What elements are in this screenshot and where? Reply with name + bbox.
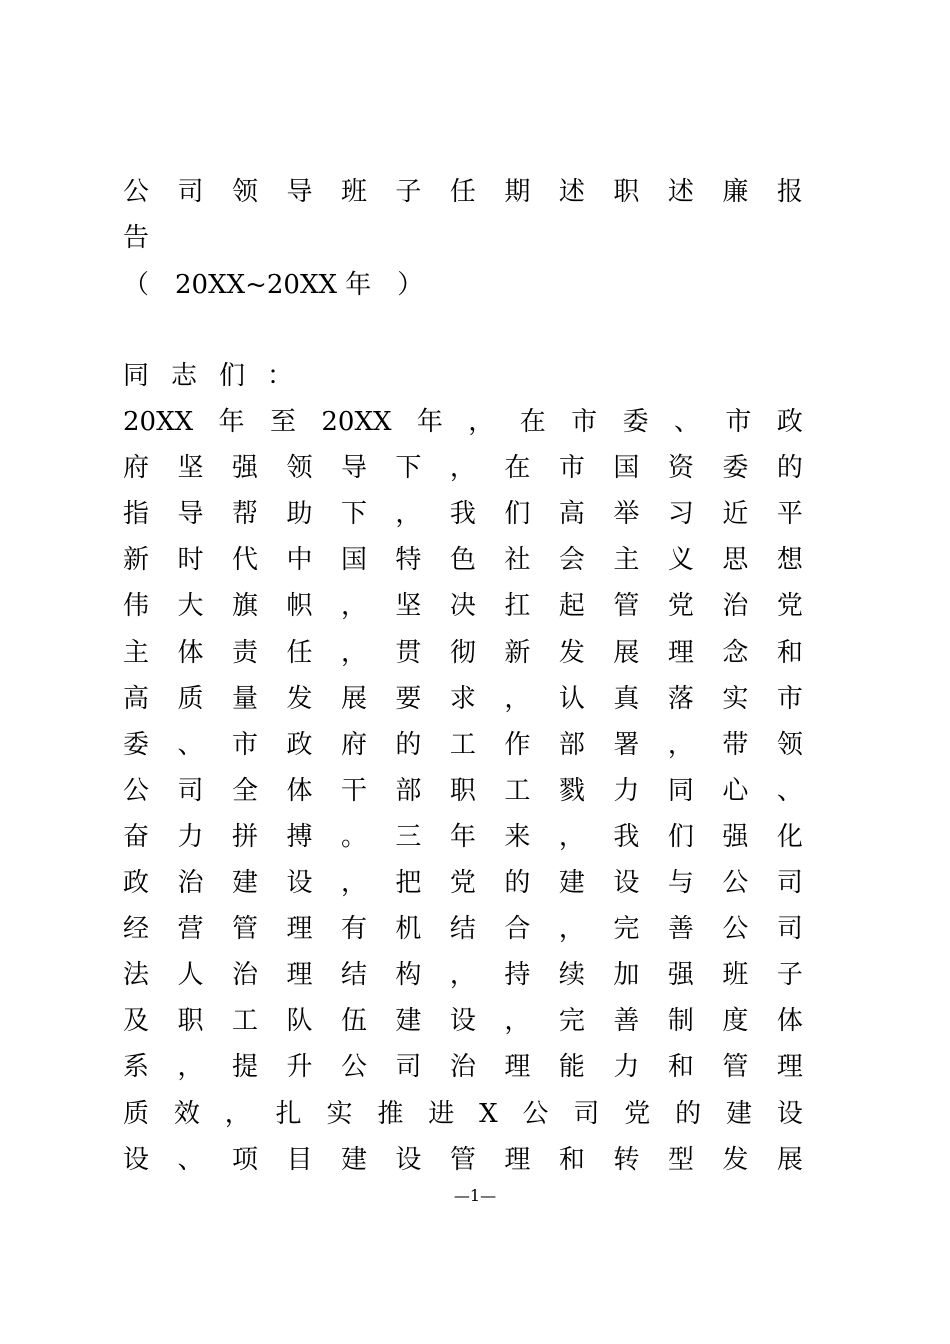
body-line: 质 效 ， 扎 实 推 进 X 公 司 党 的 建 设 xyxy=(123,1098,803,1129)
body-line: 政 治 建 设 ， 把 党 的 建 设 与 公 司 xyxy=(123,868,803,898)
body-line: 新 时 代 中 国 特 色 社 会 主 义 思 想 xyxy=(123,545,803,576)
body-line: 经 营 管 理 有 机 结 合 ， 完 善 公 司 xyxy=(123,914,803,945)
page-number: —1— xyxy=(453,1186,497,1205)
document-title-continuation: 告 xyxy=(123,223,150,253)
body-line: 高 质 量 发 展 要 求 ， 认 真 落 实 市 xyxy=(123,683,803,714)
body-line: 设 、 项 目 建 设 管 理 和 转 型 发 展 xyxy=(123,1144,803,1175)
body-line: 奋 力 拼 搏 。 三 年 来 ， 我 们 强 化 xyxy=(123,821,803,852)
body-line: 伟 大 旗 帜 ， 坚 决 扛 起 管 党 治 党 xyxy=(123,591,803,622)
document-subtitle-period: （ 20XX~20XX 年 ） xyxy=(123,270,424,300)
body-line: 指 导 帮 助 下 ， 我 们 高 举 习 近 平 xyxy=(123,499,803,530)
body-line: 法 人 治 理 结 构 ， 持 续 加 强 班 子 xyxy=(123,960,803,991)
body-line: 委 、 市 政 府 的 工 作 部 署 ， 带 领 xyxy=(123,729,803,760)
body-line: 系 ， 提 升 公 司 治 理 能 力 和 管 理 xyxy=(123,1052,803,1083)
body-line: 公 司 全 体 干 部 职 工 戮 力 同 心 、 xyxy=(123,775,803,806)
body-line: 府 坚 强 领 导 下 ， 在 市 国 资 委 的 xyxy=(123,453,803,484)
document-title: 公 司 领 导 班 子 任 期 述 职 述 廉 报 xyxy=(123,177,803,207)
body-line: 20XX 年 至 20XX 年 ， 在 市 委 、 市 政 xyxy=(123,407,803,437)
body-line: 及 职 工 队 伍 建 设 ， 完 善 制 度 体 xyxy=(123,1006,803,1037)
body-line: 主 体 责 任 ， 贯 彻 新 发 展 理 念 和 xyxy=(123,637,803,668)
salutation: 同 志 们 ： xyxy=(123,361,293,391)
